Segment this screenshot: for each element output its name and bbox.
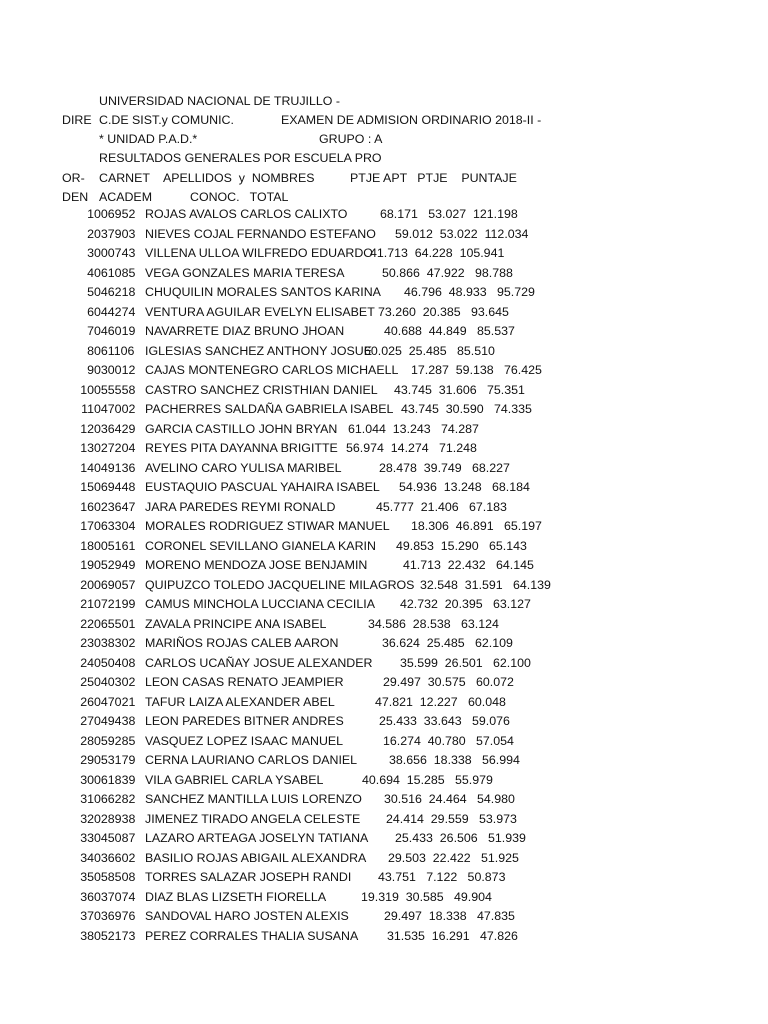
order-number: 22 [80, 616, 94, 631]
order-number: 2 [87, 226, 94, 241]
student-scores: 29.497 18.338 47.835 [384, 909, 515, 923]
order-header-bottom: DEN [62, 190, 89, 204]
table-row [0, 634, 768, 654]
order-number: 12 [80, 421, 94, 436]
student-name: ROJAS AVALOS CARLOS CALIXTO [145, 207, 348, 221]
table-row [0, 439, 768, 459]
exam-title: EXAMEN DE ADMISION ORDINARIO 2018-II - [281, 113, 542, 127]
student-scores: 18.306 46.891 65.197 [411, 519, 542, 533]
carnet-number: 052949 [94, 558, 136, 572]
student-name: SANCHEZ MANTILLA LUIS LORENZO [145, 792, 362, 806]
table-row [0, 478, 768, 498]
student-name: CARLOS UCAÑAY JOSUE ALEXANDER [145, 655, 373, 670]
table-row [0, 751, 768, 771]
carnet-number: 046218 [94, 285, 136, 299]
table-row [0, 868, 768, 888]
order-number: 26 [80, 694, 94, 709]
student-scores: 43.745 31.606 75.351 [394, 382, 525, 397]
carnet-number: 061085 [94, 265, 136, 280]
student-scores: 56.974 14.274 71.248 [346, 441, 477, 455]
order-number: 27 [80, 714, 94, 728]
table-row [0, 732, 768, 752]
student-scores: 32.548 31.591 64.139 [420, 577, 551, 592]
order-number: 38 [80, 928, 94, 943]
student-scores: 29.497 30.575 60.072 [383, 675, 514, 689]
student-scores: 24.414 29.559 53.973 [386, 811, 517, 826]
table-row [0, 615, 768, 635]
order-number: 7 [87, 324, 94, 338]
order-header-top: OR- [62, 171, 85, 185]
carnet-number: 063304 [94, 519, 136, 533]
table-row [0, 322, 768, 342]
student-name: CORONEL SEVILLANO GIANELA KARIN [145, 538, 376, 553]
carnet-number: 023647 [94, 499, 136, 514]
student-name: JIMENEZ TIRADO ANGELA CELESTE [145, 811, 361, 826]
student-name: VILLENA ULLOA WILFREDO EDUARDO [145, 246, 373, 260]
carnet-number: 069448 [94, 480, 136, 494]
student-scores: 40.694 15.285 55.979 [362, 772, 493, 787]
student-scores: 47.821 12.227 60.048 [375, 694, 506, 709]
order-number: 4 [87, 265, 94, 280]
student-name: REYES PITA DAYANNA BRIGITTE [145, 441, 338, 455]
order-number: 32 [80, 811, 94, 826]
student-scores: 25.433 33.643 59.076 [379, 714, 510, 728]
student-name: SANDOVAL HARO JOSTEN ALEXIS [145, 909, 349, 923]
table-row [0, 361, 768, 381]
student-name: EUSTAQUIO PASCUAL YAHAIRA ISABEL [145, 480, 380, 494]
student-scores: 73.260 20.385 93.645 [378, 304, 509, 319]
order-number: 31 [80, 792, 94, 806]
student-scores: 28.478 39.749 68.227 [379, 460, 510, 475]
student-scores: 50.866 47.922 98.788 [382, 265, 513, 280]
carnet-number: 036429 [94, 421, 136, 436]
student-name: VENTURA AGUILAR EVELYN ELISABET [145, 304, 375, 319]
carnet-number: 030012 [94, 363, 136, 377]
table-row [0, 829, 768, 849]
order-number: 28 [80, 733, 94, 748]
student-scores: 34.586 28.538 63.124 [368, 616, 499, 631]
student-name: LEON PAREDES BITNER ANDRES [145, 714, 344, 728]
table-row [0, 790, 768, 810]
group-label: GRUPO : A [319, 132, 383, 146]
carnet-number: 069057 [94, 577, 136, 592]
student-name: IGLESIAS SANCHEZ ANTHONY JOSUE [145, 343, 372, 358]
unit-label: * UNIDAD P.A.D.* [99, 132, 198, 146]
names-header: APELLIDOS y NOMBRES [163, 171, 315, 185]
carnet-number: 065501 [94, 616, 136, 631]
table-row [0, 693, 768, 713]
student-scores: 43.745 30.590 74.335 [401, 402, 532, 416]
carnet-number: 049136 [94, 460, 136, 475]
table-row [0, 498, 768, 518]
student-scores: 35.599 26.501 62.100 [400, 655, 531, 670]
student-name: CHUQUILIN MORALES SANTOS KARINA [145, 285, 381, 299]
carnet-number: 036976 [94, 909, 136, 923]
student-name: GARCIA CASTILLO JOHN BRYAN [145, 421, 338, 436]
carnet-number: 044274 [94, 304, 136, 319]
table-row [0, 400, 768, 420]
table-row [0, 771, 768, 791]
order-number: 33 [80, 831, 94, 845]
carnet-number: 036602 [94, 850, 136, 865]
student-scores: 36.624 25.485 62.109 [382, 636, 513, 650]
table-row [0, 459, 768, 479]
carnet-number: 055558 [94, 382, 136, 397]
table-row [0, 537, 768, 557]
carnet-number: 037074 [94, 889, 136, 904]
carnet-number: 072199 [94, 597, 136, 611]
student-scores: 17.287 59.138 76.425 [411, 363, 542, 377]
student-scores: 54.936 13.248 68.184 [399, 480, 530, 494]
results-list [0, 205, 768, 946]
order-number: 35 [80, 870, 94, 884]
carnet-number: 059285 [94, 733, 136, 748]
order-number: 30 [80, 772, 94, 787]
student-name: JARA PAREDES REYMI RONALD [145, 499, 336, 514]
student-name: BASILIO ROJAS ABIGAIL ALEXANDRA [145, 850, 367, 865]
student-name: ZAVALA PRINCIPE ANA ISABEL [145, 616, 327, 631]
carnet-number: 037903 [94, 226, 136, 241]
department-label: C.DE SIST.y COMUNIC. [99, 113, 234, 127]
carnet-number: 066282 [94, 792, 136, 806]
student-scores: 29.503 22.422 51.925 [388, 850, 519, 865]
student-name: TAFUR LAIZA ALEXANDER ABEL [145, 694, 335, 709]
student-scores: 31.535 16.291 47.826 [387, 928, 518, 943]
table-row [0, 712, 768, 732]
table-row [0, 283, 768, 303]
student-name: MARIÑOS ROJAS CALEB AARON [145, 636, 339, 650]
carnet-number: 038302 [94, 636, 136, 650]
student-name: DIAZ BLAS LIZSETH FIORELLA [145, 889, 327, 904]
carnet-number: 027204 [94, 441, 136, 455]
table-row [0, 244, 768, 264]
table-row [0, 849, 768, 869]
student-name: LAZARO ARTEAGA JOSELYN TATIANA [145, 831, 369, 845]
carnet-number: 061839 [94, 772, 136, 787]
student-name: MORENO MENDOZA JOSE BENJAMIN [145, 558, 368, 572]
student-name: NIEVES COJAL FERNANDO ESTEFANO [145, 226, 376, 241]
table-row [0, 654, 768, 674]
results-title: RESULTADOS GENERALES POR ESCUELA PRO [99, 151, 382, 165]
student-name: CAMUS MINCHOLA LUCCIANA CECILIA [145, 597, 375, 611]
student-scores: 16.274 40.780 57.054 [383, 733, 514, 748]
order-number: 8 [87, 343, 94, 358]
order-number: 1 [87, 207, 94, 221]
carnet-number: 006952 [94, 207, 136, 221]
student-name: TORRES SALAZAR JOSEPH RANDI [145, 870, 352, 884]
student-name: MORALES RODRIGUEZ STIWAR MANUEL [145, 519, 390, 533]
table-row [0, 381, 768, 401]
student-scores: 40.688 44.849 85.537 [384, 324, 515, 338]
student-scores: 49.853 15.290 65.143 [396, 538, 527, 553]
table-row [0, 205, 768, 225]
student-name: PEREZ CORRALES THALIA SUSANA [145, 928, 359, 943]
carnet-number: 061106 [94, 343, 135, 358]
scores-header: PTJE APT PTJE PUNTAJE [350, 171, 517, 185]
carnet-number: 047021 [94, 694, 136, 709]
carnet-header: CARNET [99, 171, 150, 185]
order-number: 18 [80, 538, 94, 553]
order-number: 36 [80, 889, 94, 904]
student-name: CASTRO SANCHEZ CRISTHIAN DANIEL [145, 382, 378, 397]
student-name: CERNA LAURIANO CARLOS DANIEL [145, 753, 358, 767]
order-number: 9 [87, 363, 94, 377]
order-number: 10 [80, 382, 94, 397]
order-number: 6 [87, 304, 94, 319]
student-name: VILA GABRIEL CARLA YSABEL [145, 772, 324, 787]
carnet-number: 028938 [94, 811, 136, 826]
table-row [0, 595, 768, 615]
student-scores: 25.433 26.506 51.939 [395, 831, 526, 845]
order-number: 16 [80, 499, 94, 514]
order-number: 37 [80, 909, 94, 923]
carnet-number: 040302 [94, 675, 136, 689]
student-scores: 43.751 7.122 50.873 [378, 870, 506, 884]
carnet-number: 052173 [94, 928, 136, 943]
carnet-number: 045087 [94, 831, 136, 845]
order-number: 3 [87, 246, 94, 260]
carnet-number: 050408 [94, 655, 136, 670]
table-row [0, 673, 768, 693]
carnet-number: 000743 [94, 246, 136, 260]
carnet-number: 049438 [94, 714, 136, 728]
carnet-number: 046019 [94, 324, 136, 338]
student-name: CAJAS MONTENEGRO CARLOS MICHAELL [145, 363, 399, 377]
order-number: 17 [80, 519, 94, 533]
table-row [0, 264, 768, 284]
order-number: 23 [80, 636, 94, 650]
student-scores: 30.516 24.464 54.980 [384, 792, 515, 806]
student-scores: 59.012 53.022 112.034 [395, 226, 529, 241]
table-row [0, 303, 768, 323]
order-number: 13 [80, 441, 94, 455]
student-scores: 68.171 53.027 121.198 [380, 207, 518, 221]
order-number: 5 [87, 285, 94, 299]
student-name: NAVARRETE DIAZ BRUNO JHOAN [145, 324, 345, 338]
table-row [0, 517, 768, 537]
student-name: PACHERRES SALDAÑA GABRIELA ISABEL [145, 402, 394, 416]
student-scores: 38.656 18.338 56.994 [389, 753, 520, 767]
order-number: 11 [81, 402, 94, 416]
table-row [0, 907, 768, 927]
order-number: 24 [80, 655, 94, 670]
table-row [0, 810, 768, 830]
university-title: UNIVERSIDAD NACIONAL DE TRUJILLO - [99, 94, 340, 108]
conoc-total-header: CONOC. TOTAL [190, 190, 289, 204]
carnet-number: 047002 [94, 402, 136, 416]
student-scores: 60.025 25.485 85.510 [364, 343, 495, 358]
dire-label: DIRE [62, 113, 92, 127]
student-name: VASQUEZ LOPEZ ISAAC MANUEL [145, 733, 344, 748]
table-row [0, 556, 768, 576]
order-number: 25 [80, 675, 94, 689]
student-name: VEGA GONZALES MARIA TERESA [145, 265, 345, 280]
order-number: 29 [80, 753, 94, 767]
student-scores: 41.713 64.228 105.941 [370, 246, 505, 260]
table-row [0, 342, 768, 362]
student-scores: 41.713 22.432 64.145 [403, 558, 534, 572]
order-number: 15 [80, 480, 94, 494]
carnet-number: 053179 [94, 753, 136, 767]
order-number: 19 [80, 558, 94, 572]
student-scores: 46.796 48.933 95.729 [404, 285, 535, 299]
student-name: AVELINO CARO YULISA MARIBEL [145, 460, 342, 475]
carnet-number: 005161 [94, 538, 136, 553]
order-number: 20 [80, 577, 94, 592]
order-number: 34 [80, 850, 94, 865]
student-name: LEON CASAS RENATO JEAMPIER [145, 675, 344, 689]
carnet-number: 058508 [94, 870, 136, 884]
student-name: QUIPUZCO TOLEDO JACQUELINE MILAGROS [145, 577, 415, 592]
order-number: 14 [80, 460, 94, 475]
student-scores: 61.044 13.243 74.287 [348, 421, 479, 436]
table-row [0, 420, 768, 440]
student-scores: 19.319 30.585 49.904 [361, 889, 492, 904]
student-scores: 42.732 20.395 63.127 [400, 597, 531, 611]
table-row [0, 225, 768, 245]
academ-header: ACADEM [99, 190, 153, 204]
table-row [0, 576, 768, 596]
table-row [0, 927, 768, 947]
student-scores: 45.777 21.406 67.183 [376, 499, 507, 514]
table-row [0, 888, 768, 908]
order-number: 21 [80, 597, 94, 611]
